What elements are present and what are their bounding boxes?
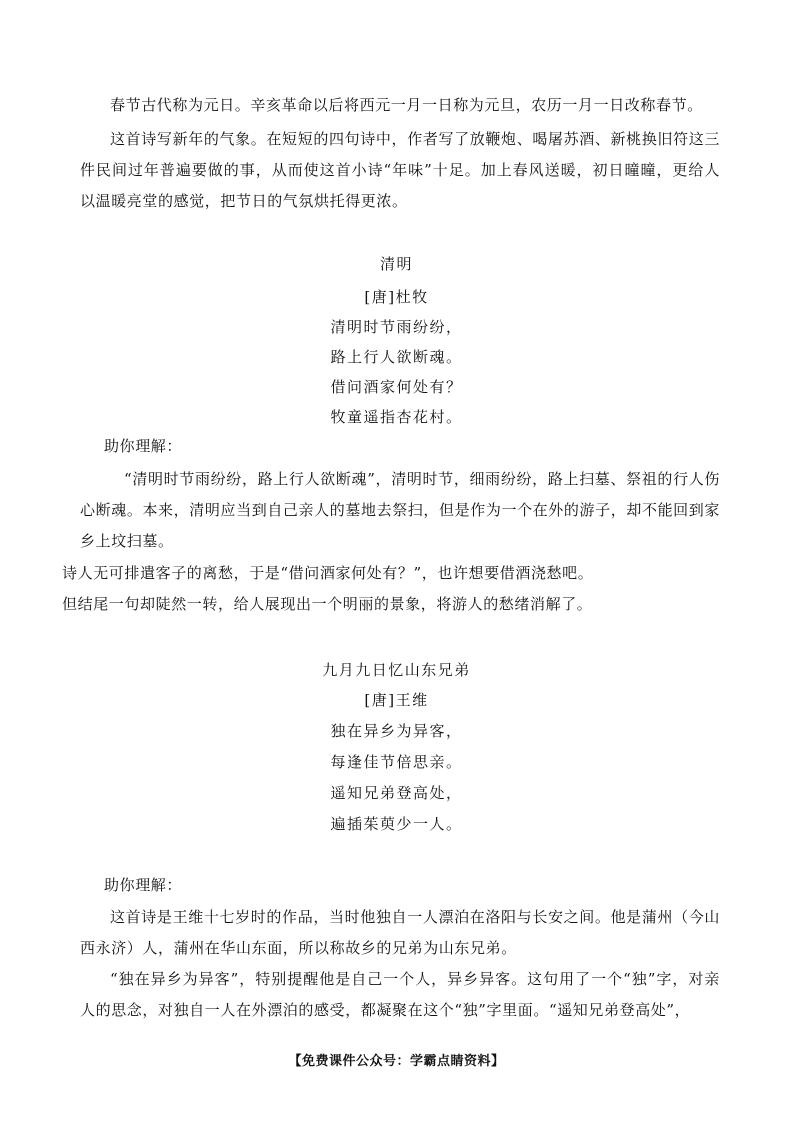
poem2-help-label: 助你理解：: [104, 876, 183, 894]
poem2-line-3: 遥知兄弟登高处，: [330, 784, 463, 802]
poem2-line-2: 每逢佳节倍思亲。: [330, 753, 463, 771]
intro-paragraph-1: 春节古代称为元日。辛亥革命以后将西元一月一日称为元旦，农历一月一日改称春节。: [110, 96, 703, 114]
poem1-help-paragraph-2: 诗人无可排遣客子的离愁，于是“借问酒家何处有？”，也许想要借酒浇愁吧。: [62, 564, 594, 582]
poem1-line-4: 牧童遥指杏花村。: [330, 408, 463, 426]
poem1-line-1: 清明时节雨纷纷，: [330, 318, 463, 336]
poem2-line-4: 遍插茱萸少一人。: [330, 815, 463, 833]
poem-title-jiuyue: 九月九日忆山东兄弟: [322, 661, 471, 679]
poem1-line-2: 路上行人欲断魂。: [330, 348, 463, 366]
footer-banner: 【免费课件公众号：学霸点睛资料】: [288, 1054, 505, 1069]
intro-paragraph-2: 这首诗写新年的气象。在短短的四句诗中，作者写了放鞭炮、喝屠苏酒、新桃换旧符这三件民间过年普遍要做的事，从而使这首小诗“年味”十足。加上春风送暖，初日曈曈，更给人以温暖亮堂的感觉，把节日的气氛烘托得更浓。: [80, 130, 720, 210]
poem-author-dumu: [唐]杜牧: [364, 288, 429, 306]
poem2-help-paragraph-1: 这首诗是王维十七岁时的作品，当时他独自一人漂泊在洛阳与长安之间。他是蒲州（今山西永济）人，蒲州在华山东面，所以称故乡的兄弟为山东兄弟。: [80, 908, 720, 957]
poem-title-qingming: 清明: [379, 255, 413, 273]
poem-author-wangwei: [唐]王维: [364, 691, 429, 709]
poem2-line-1: 独在异乡为异客，: [330, 722, 463, 740]
poem1-line-3: 借问酒家何处有？: [330, 378, 463, 396]
poem1-help-paragraph-3: 但结尾一句却陡然一转，给人展现出一个明丽的景象，将游人的愁绪消解了。: [62, 595, 593, 613]
poem1-help-paragraph-1: “清明时节雨纷纷，路上行人欲断魂”，清明时节，细雨纷纷，路上扫墓、祭祖的行人伤心断魂。本来，清明应当到自己亲人的墓地去祭扫，但是作为一个在外的游子，却不能回到家乡上坟扫墓。: [80, 470, 720, 550]
poem2-help-paragraph-2: “独在异乡为异客”，特别提醒他是自己一个人，异乡异客。这句用了一个“独”字，对亲人的思念，对独自一人在外漂泊的感受，都凝聚在这个“独”字里面。“遥知兄弟登高处”，: [80, 970, 720, 1019]
poem1-help-label: 助你理解：: [104, 437, 183, 455]
